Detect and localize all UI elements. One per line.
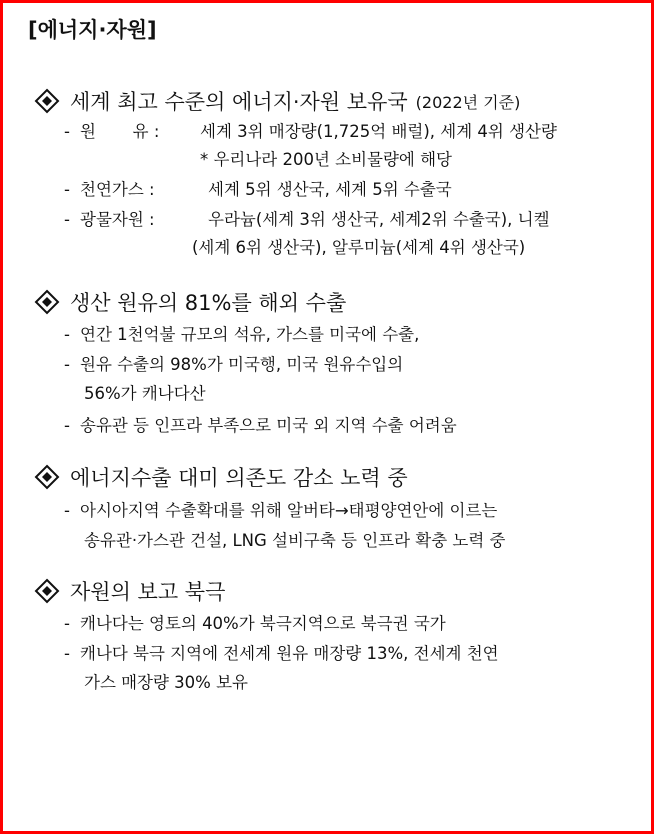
item-text: 송유관·가스관 건설, LNG 설비구축 등 인프라 확충 노력 중 — [84, 531, 506, 550]
bullet: - — [64, 614, 70, 633]
section-heading — [34, 285, 644, 319]
list-item — [64, 323, 419, 347]
list-item — [64, 178, 452, 202]
section-diversification — [34, 460, 644, 550]
list-item — [84, 671, 248, 695]
item-label: 광물자원 : — [80, 210, 155, 229]
section-heading-text: 자원의 보고 북극 — [70, 580, 226, 604]
list-item — [64, 120, 557, 144]
item-text: (세계 6위 생산국), 알루미늄(세계 4위 생산국) — [192, 238, 526, 257]
diamond-icon — [34, 578, 60, 604]
item-text: 세계 3위 매장량(1,725억 배럴), 세계 4위 생산량 — [200, 122, 557, 141]
item-label: 천연가스 : — [80, 180, 155, 199]
list-item — [84, 382, 206, 406]
item-text: 원유 수출의 98%가 미국행, 미국 원유수입의 — [80, 355, 404, 374]
bullet: - — [64, 210, 70, 229]
page-title: [에너지·자원] — [28, 18, 157, 42]
item-text: 캐나다는 영토의 40%가 북극지역으로 북극권 국가 — [80, 614, 446, 633]
bullet: - — [64, 644, 70, 663]
list-item — [64, 642, 499, 666]
section-heading-sub: (2022년 기준) — [415, 92, 521, 112]
item-text: * 우리나라 200년 소비물량에 해당 — [200, 150, 452, 169]
section-heading — [34, 574, 644, 608]
diamond-icon — [34, 464, 60, 490]
diamond-icon — [34, 289, 60, 315]
item-text: 세계 5위 생산국, 세계 5위 수출국 — [208, 180, 452, 199]
list-item — [64, 414, 457, 438]
item-text: 우라늄(세계 3위 생산국, 세계2위 수출국), 니켈 — [208, 210, 550, 229]
item-text: 송유관 등 인프라 부족으로 미국 외 지역 수출 어려움 — [80, 416, 457, 435]
list-item — [64, 612, 446, 636]
list-item — [64, 208, 550, 232]
list-item — [200, 148, 452, 172]
section-heading — [34, 84, 644, 118]
section-heading-text: 세계 최고 수준의 에너지·자원 보유국 — [70, 90, 408, 114]
item-text: 캐나다 북극 지역에 전세계 원유 매장량 13%, 전세계 천연 — [80, 644, 499, 663]
section-oil-export — [34, 285, 644, 435]
list-item — [64, 353, 403, 377]
list-item — [64, 499, 497, 523]
section-energy-resources — [34, 84, 644, 257]
item-text: 가스 매장량 30% 보유 — [84, 673, 248, 692]
bullet: - — [64, 501, 70, 520]
item-text: 56%가 캐나다산 — [84, 384, 206, 403]
list-item — [84, 529, 506, 553]
list-item — [192, 236, 525, 260]
bullet: - — [64, 325, 70, 344]
diamond-icon — [34, 88, 60, 114]
section-heading-text: 생산 원유의 81%를 해외 수출 — [70, 291, 347, 315]
item-text: 아시아지역 수출확대를 위해 알버타→태평양연안에 이르는 — [80, 501, 498, 520]
bullet: - — [64, 355, 70, 374]
section-arctic — [34, 574, 644, 692]
section-heading-text: 에너지수출 대미 의존도 감소 노력 중 — [70, 466, 408, 490]
item-label: 원 유 : — [80, 122, 160, 141]
bullet: - — [64, 180, 70, 199]
item-text: 연간 1천억불 규모의 석유, 가스를 미국에 수출, — [80, 325, 420, 344]
bullet: - — [64, 122, 70, 141]
section-heading — [34, 460, 644, 494]
bullet: - — [64, 416, 70, 435]
